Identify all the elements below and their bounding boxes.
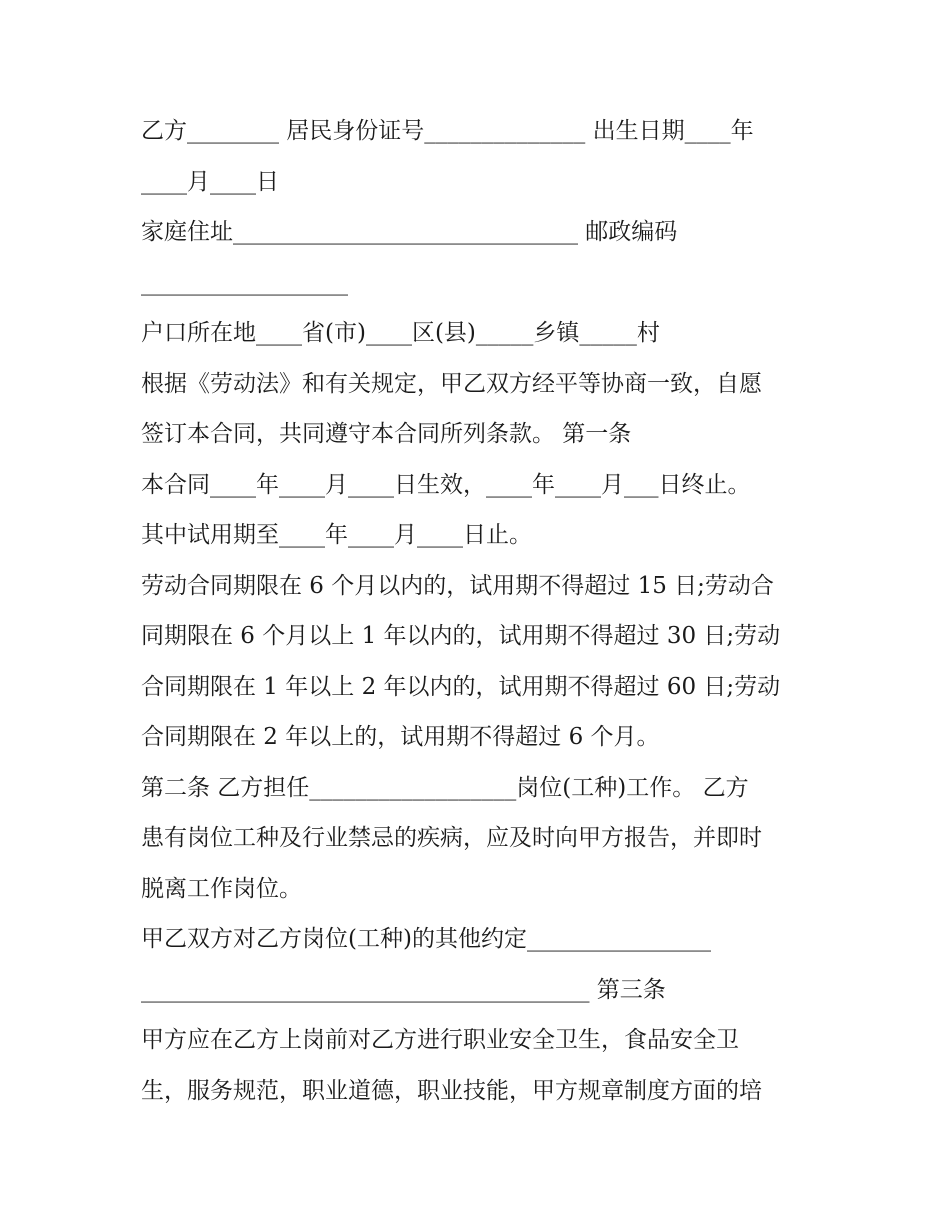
- text-line: 同期限在 6 个月以上 1 年以内的，试用期不得超过 30 日;劳动: [141, 623, 781, 649]
- text-line: 合同期限在 2 年以上的，试用期不得超过 6 个月。: [141, 724, 660, 750]
- text-line: 劳动合同期限在 6 个月以内的，试用期不得超过 15 日;劳动合: [141, 572, 774, 599]
- text-line: 签订本合同，共同遵守本合同所列条款。 第一条: [141, 421, 632, 447]
- text-line: 其中试用期至____年____月____日止。: [141, 522, 532, 548]
- contract-body: [141, 106, 821, 1116]
- text-line: 合同期限在 1 年以上 2 年以内的，试用期不得超过 60 日;劳动: [141, 673, 781, 700]
- text-line: 根据《劳动法》和有关规定，甲乙双方经平等协商一致，自愿: [141, 370, 762, 397]
- text-line: 本合同____年____月____日生效，____年____月___日终止。: [141, 471, 751, 498]
- text-line: 脱离工作岗位。: [141, 875, 302, 902]
- text-line: 家庭住址______________________________ 邮政编码: [141, 219, 678, 245]
- text-line: ____月____日: [141, 168, 279, 195]
- text-line: 生，服务规范，职业道德，职业技能，甲方规章制度方面的培: [141, 1077, 762, 1104]
- text-line: 乙方________ 居民身份证号______________ 出生日期____年: [141, 118, 754, 144]
- text-line: _______________________________________ 第三条: [141, 976, 666, 1003]
- text-line: 第二条 乙方担任__________________岗位(工种)工作。 乙方: [141, 774, 749, 801]
- text-line: __________________: [141, 269, 348, 296]
- text-line: 户口所在地____省(市)____区(县)_____乡镇_____村: [141, 320, 660, 346]
- text-line: 患有岗位工种及行业禁忌的疾病，应及时向甲方报告，并即时: [141, 825, 762, 851]
- text-line: 甲方应在乙方上岗前对乙方进行职业安全卫生，食品安全卫: [141, 1027, 739, 1053]
- text-line: 甲乙双方对乙方岗位(工种)的其他约定________________: [141, 926, 711, 952]
